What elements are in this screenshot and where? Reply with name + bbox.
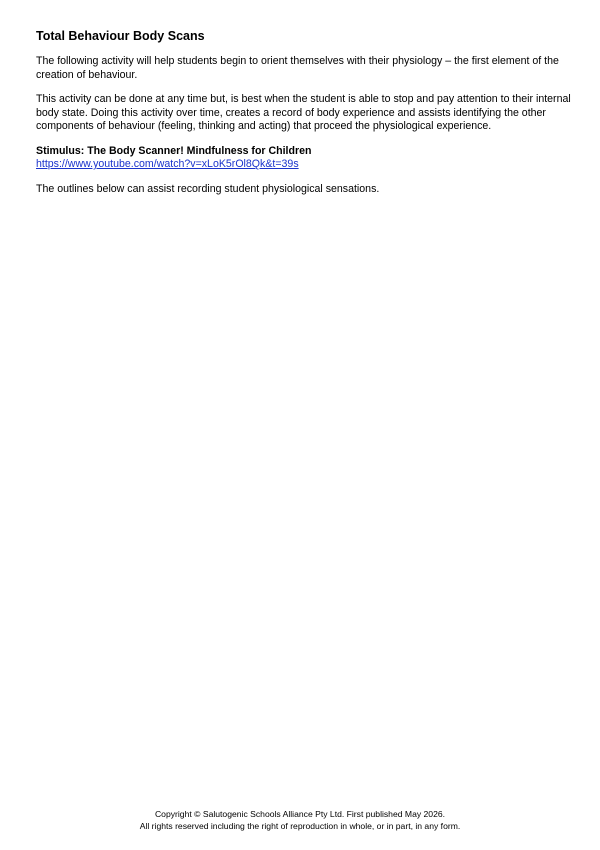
copyright-line: Copyright © Salutogenic Schools Alliance Pty Ltd. First published May 2026. xyxy=(154,809,446,819)
rights-line: All rights reserved including the right of reproduction in whole, or in part, in any form. xyxy=(139,821,461,831)
stimulus-block xyxy=(36,145,572,172)
stimulus-video-link[interactable]: https://www.youtube.com/watch?v=xLoK5rOl8Qk&t=39s xyxy=(36,158,299,170)
stimulus-label: Stimulus: The Body Scanner! Mindfulness for Children xyxy=(36,144,312,157)
intro-paragraph: The following activity will help students begin to orient themselves with their physiology – the first element of the creation of behaviour. xyxy=(36,55,559,81)
document-body xyxy=(36,28,572,207)
activity-paragraph: This activity can be done at any time but, is best when the student is able to stop and pay attention to their internal body state. Doing this activity over time, creates a record of body experience and assists identifying the other components of behaviour (feeling, thinking and acting) that proceed the physiological experience. xyxy=(36,93,571,132)
document-title: Total Behaviour Body Scans xyxy=(36,29,205,43)
closing-paragraph: The outlines below can assist recording student physiological sensations. xyxy=(36,182,380,195)
copyright-footer xyxy=(0,808,600,832)
